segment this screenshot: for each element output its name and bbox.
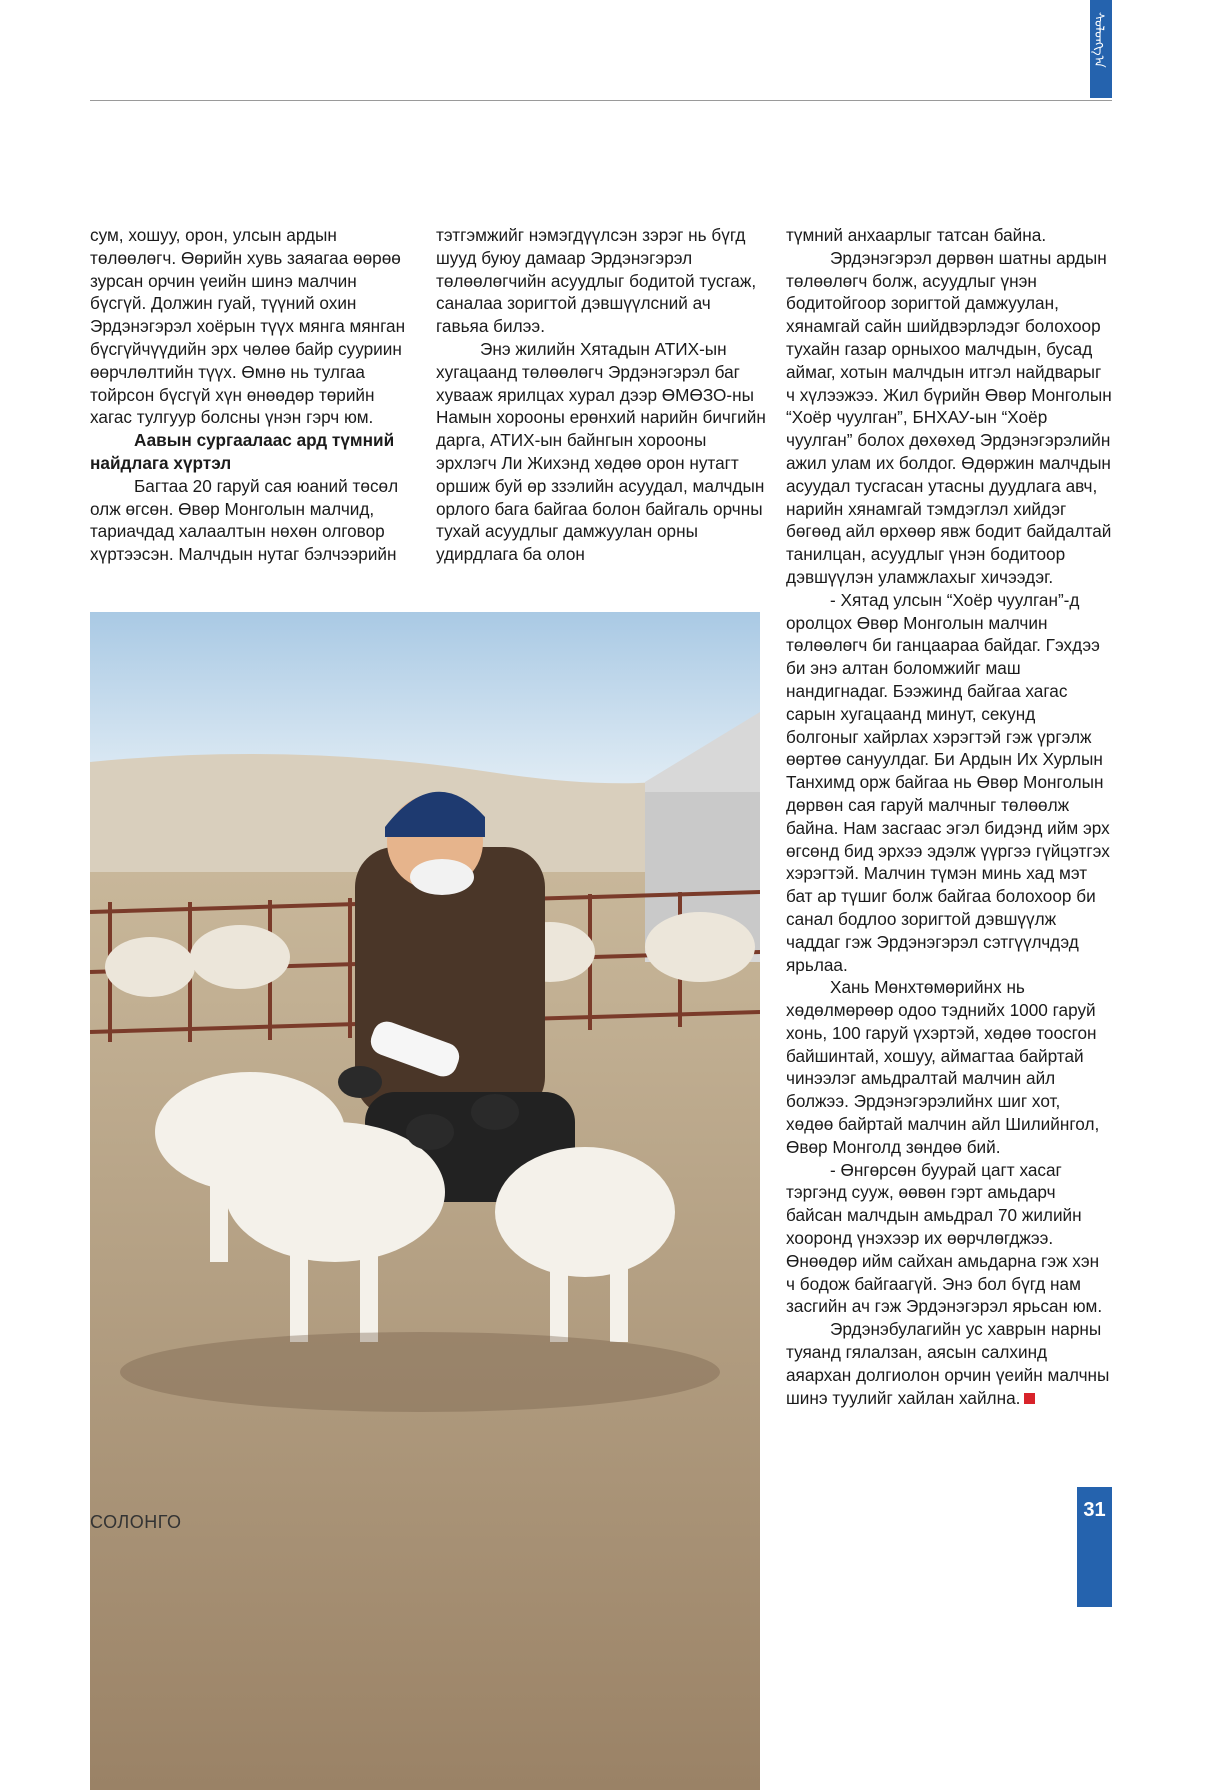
paragraph-final xyxy=(786,1318,1112,1409)
header-tab-text: ᠰᠣᠯᠣᠩᠭ᠎ᠠ xyxy=(1091,12,1106,68)
paragraph: Энэ жилийн Хятадын АТИХ-ын хугацаанд төлөөлөгч Эрдэнэгэрэл баг хувааж ярилцах хурал дээр ӨМӨЗО-ны Намын хорооны ерөнхий нарийн бичгийн дарга, АТИХ-ын байнгын хорооны эрхлэгч Ли Жихэнд хөдөө орон нутагт оршиж буй өр ззэлийн асуудал, малчдын орлого бага байгаа болон байгаль орчны тухай асуудлыг дамжуулан орны удирдлага ба олон xyxy=(436,338,766,565)
header-tab xyxy=(1090,0,1112,98)
page-number-box xyxy=(1077,1487,1112,1607)
paragraph: Эрдэнэгэрэл дөрвөн шатны ардын төлөөлөгч болж, асуудлыг үнэн бодитойгоор зоригтой дамжуулан, хянамгай сайн шийдвэрлэдэг болохоор тухайн газар орныхоо малчдын, бусад аймаг, хотын малчдын итгэл найдварыг ч хүлээжээ. Жил бүрийн Өвөр Монголын “Хоёр чуулган”, БНХАУ-ын “Хоёр чуулган” болох дөхөхөд Эрдэнэгэрэлийн ажил улам их болдог. Өдөржин малчдын асуудал тусгасан утасны дуудлага авч, нарийн хянамгай тэмдэглэл хийдэг бөгөөд айл өрхөөр явж бодит байдалтай танилцан, асуудлыг үнэн бодитоор дэвшүүлэн уламжлахыг хичээдэг. xyxy=(786,247,1112,587)
header-rule xyxy=(90,100,1112,101)
end-mark-icon xyxy=(1024,1393,1035,1404)
page-number: 31 xyxy=(1083,1499,1106,1521)
paragraph: түмний анхаарлыг татсан байна. xyxy=(786,225,1047,245)
paragraph: Багтаа 20 гаруй сая юаний төсөл олж өгсөн. Өвөр Монголын малчид, тариачдад халаалтын нөхөн олговор хүртээсэн. Малчдын нутаг бэлчээрийн xyxy=(90,475,399,565)
paragraph: сум, хошуу, орон, улсын ардын төлөөлөгч. Өөрийн хувь заяагаа өөрөө зурсан орчин үеийн шинэ малчин бүсгүй. Должин гуай, түүний охин Эрдэнэгэрэл хоёрын түүх мянга мянган бүсгүйчүүдийн эрх чөлөө байр сууриин өөрчлөлтийн түүх. Өмнө нь тулгаа тойрсон бүсгүй хүн өнөөдөр төрийн хагас тулгуур болсны үнэн гэрч юм. xyxy=(90,225,406,428)
section-heading: Аавын сургаалаас ард түмний найдлага хүртэл xyxy=(90,430,395,473)
magazine-name: СОЛОНГО xyxy=(90,1512,182,1532)
paragraph: - Өнгөрсөн буурай цагт хасаг тэргэнд сууж, өөвөн гэрт амьдарч байсан малчдын амьдрал 70 жилийн хооронд үнэхээр их өөрчлөгджээ. Өнөөдөр ийм сайхан амьдарна гэж хэн ч бодож байгаагүй. Энэ бол бүгд нам засгийн ач гэж Эрдэнэгэрэл ярьсан юм. xyxy=(786,1159,1103,1317)
article-photo xyxy=(90,612,760,1790)
text-column-2 xyxy=(436,224,766,566)
paragraph: Хань Мөнхтөмөрийнх нь хөдөлмөрөөр одоо тэднийх 1000 гаруй хонь, 100 гаруй үхэртэй, хөдөө тоосгон байшинтай, хошуу, аймагтаа байртай чинээлэг амьдралтай малчин айл болжээ. Эрдэнэгэрэлийнх шиг хот, хөдөө байртай малчин айл Шилийнгол, Өвөр Монголд зөндөө бий. xyxy=(786,977,1100,1157)
text-column-3 xyxy=(786,224,1112,1409)
paragraph: - Хятад улсын “Хоёр чуулган”-д оролцох Өвөр Монголын малчин төлөөлөгч би ганцаараа байдаг. Гэхдээ би энэ алтан боломжийг маш нандигнадаг. Бээжинд байгаа хагас сарын хугацаанд минут, секунд болгоныг хайрлах хэрэгтэй гэж үргэлж өөртөө сануулдаг. Би Ардын Их Хурлын Танхимд орж байгаа нь Өвөр Монголын дөрвөн сая гаруй малчныг төлөөлж байна. Нам засгаас эгэл бидэнд ийм эрх өгсөнд бид эрхээ эдэлж үүргээ гүйцэтгэх хэрэгтэй. Малчин түмэн минь хад мэт бат ар түшиг болж байгаа болохоор би санал бодлоо зоригтой дэвшүүлж чаддаг гэж Эрдэнэгэрэл сэтгүүлчдэд ярьлаа. xyxy=(786,589,1110,975)
text-column-1 xyxy=(90,224,410,566)
paragraph: тэтгэмжийг нэмэгдүүлсэн зэрэг нь бүгд шууд буюу дамаар Эрдэнэгэрэл төлөөлөгчийн асуудлыг бодитой тусгаж, саналаа зоригтой дэвшүүлсний ач гавьяа билээ. xyxy=(436,225,757,337)
paragraph-text: Эрдэнэбулагийн ус хаврын нарны туяанд гялалзан, аясын салхинд аяархан долгиолон орчин үеийн малчны шинэ туулийг хайлан хайлна. xyxy=(786,1319,1110,1408)
